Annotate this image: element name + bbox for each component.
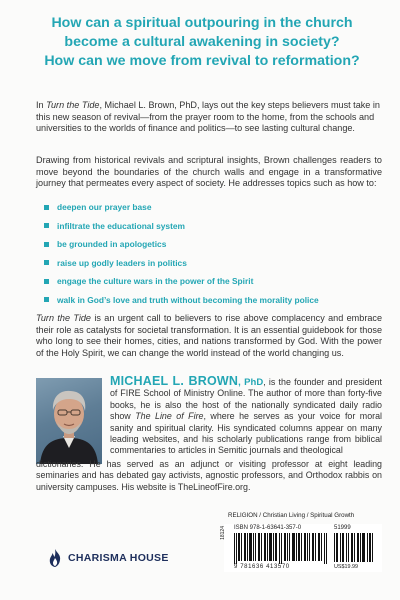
book-title-closing: Turn the Tide	[36, 313, 91, 323]
topics-list	[44, 201, 382, 312]
intro-prefix: In	[36, 100, 47, 110]
publisher-name: CHARISMA HOUSE	[68, 552, 169, 564]
author-degree: , PhD	[238, 377, 264, 388]
flame-icon	[48, 549, 62, 567]
author-bio-part-1: , is the founder and president of FIRE School of Ministry Online. The author of more than forty-five books, he is also the host of the nationally syndicated daily radio show	[110, 377, 383, 422]
topic-item: raise up godly leaders in politics	[44, 257, 382, 276]
topic-item: infiltrate the educational system	[44, 220, 382, 239]
book-title-inline: Turn the Tide	[46, 100, 100, 110]
publisher-logo	[48, 548, 169, 568]
isbn-vertical-code: 18124	[220, 526, 226, 540]
author-bio	[110, 376, 382, 457]
topic-item: be grounded in apologetics	[44, 238, 382, 257]
author-bio-part-2: , where he serves as your voice for moral sanity and spiritual clarity. His syndicated columns appear on many leading websites, and his scholarly publications range from biblical commentaries to articles in Semitic journals and theological	[110, 411, 382, 456]
headline-line-1: How can a spiritual outpouring in the church	[51, 15, 353, 31]
isbn-label: ISBN 978-1-63641-357-0	[234, 525, 302, 531]
isbn-barcode	[234, 533, 330, 564]
price-barcode	[334, 533, 374, 562]
topic-item: engage the culture wars in the power of the Spirit	[44, 275, 382, 294]
topics-intro-paragraph: Drawing from historical revivals and scriptural insights, Brown challenges readers to move beyond the boundaries of the church walls and engage in a transformative journey that permeates every aspect of society. He addresses topics such as how to:	[36, 155, 382, 189]
radio-show-title: The Line of Fire	[135, 411, 204, 422]
topic-item: deepen our prayer base	[44, 201, 382, 220]
closing-paragraph	[36, 313, 382, 359]
author-bio-continued: dictionaries. He has served as an adjunct or visiting professor at eight leading seminaries and has debated gay activists, agnostic professors, and Orthodox rabbis on university campuses. His website is TheLineofFire.org.	[36, 459, 382, 492]
intro-text: , Michael L. Brown, PhD, lays out the key steps believers must take in this new season of revival—from the prayer room to the home, from the schools and universities to the worlds of finance and politics—to see lasting cultural change.	[36, 100, 380, 134]
price-code: 51999	[334, 525, 351, 531]
headline-line-2: become a cultural awakening in society?	[64, 34, 340, 50]
author-photo	[36, 378, 102, 464]
headline-line-3: How can we move from revival to reformation?	[44, 53, 360, 69]
barcode-digits: 9 781636 413570	[234, 564, 290, 570]
topic-item: walk in God’s love and truth without becoming the morality police	[44, 294, 382, 313]
headline	[18, 14, 386, 71]
barcode-area	[220, 524, 382, 572]
author-name: MICHAEL L. BROWN	[110, 374, 239, 388]
price-label: US$19.99	[334, 564, 358, 570]
intro-paragraph	[36, 100, 382, 135]
closing-text: is an urgent call to believers to rise above complacency and embrace their role as catalysts for societal transformation. It is an essential guidebook for those who long to see their homes, cities, and nations transformed by God. With the power of the Holy Spirit, we can change the world instead of the world changing us.	[36, 313, 383, 358]
category-label: RELIGION / Christian Living / Spiritual Growth	[228, 512, 355, 519]
